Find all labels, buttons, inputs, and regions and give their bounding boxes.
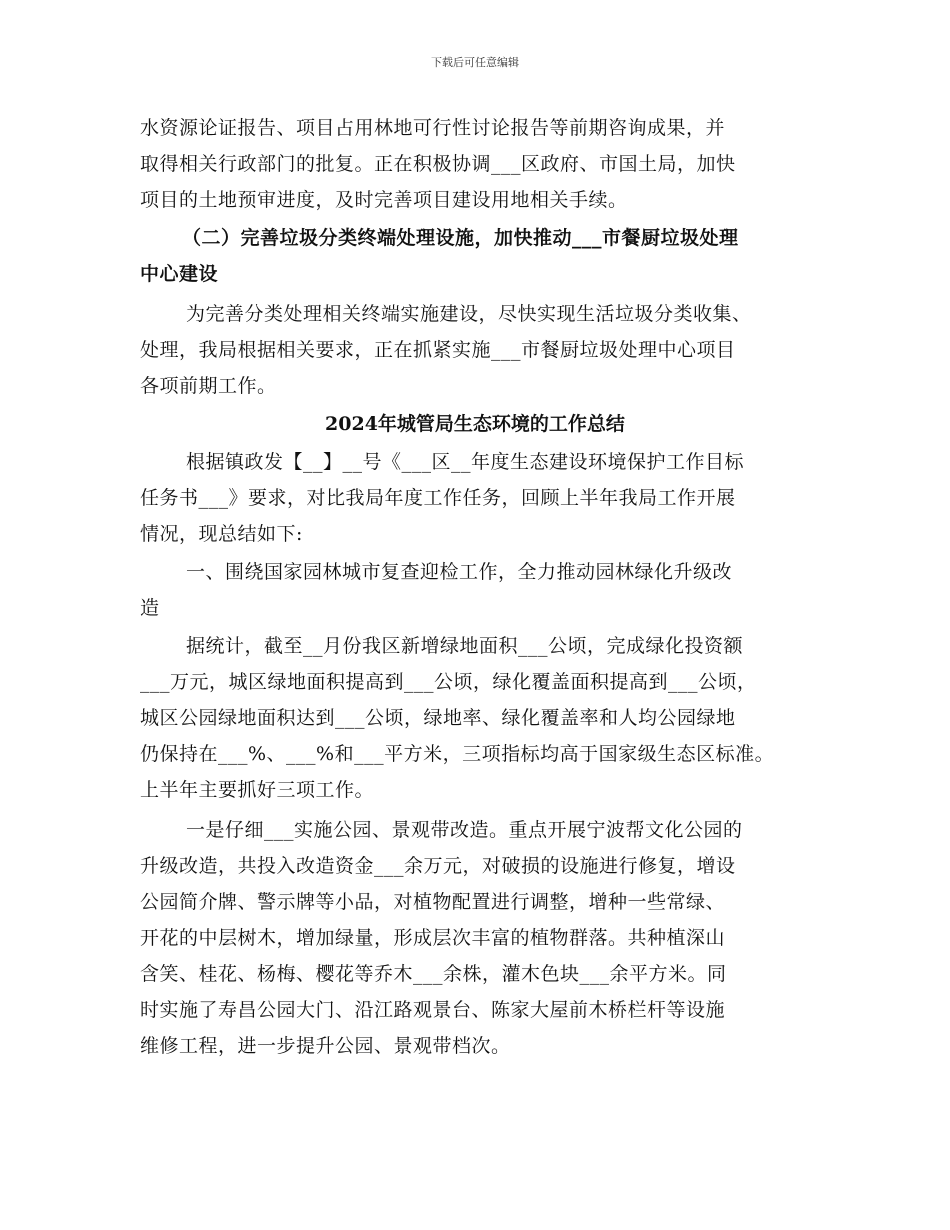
text-line: 一是仔细___实施公园、景观带改造。重点开展宁波帮文化公园的	[186, 819, 743, 841]
text-line: 处理，我局根据相关要求，正在抓紧实施___市餐厨垃圾处理中心项目	[140, 339, 736, 361]
text-line: 时实施了寿昌公园大门、沿江路观景台、陈家大屋前木桥栏杆等设施	[140, 999, 726, 1021]
text-line: 维修工程，进一步提升公园、景观带档次。	[140, 1035, 511, 1057]
text-line: 项目的土地预审进度，及时完善项目建设用地相关手续。	[140, 189, 628, 211]
text-line: 含笑、桂花、杨梅、樱花等乔木___余株，灌木色块___余平方米。同	[140, 963, 727, 985]
text-line: 仍保持在___%、___%和___平方米，三项指标均高于国家级生态区标准。	[140, 743, 775, 765]
text-line: 水资源论证报告、项目占用林地可行性讨论报告等前期咨询成果，并	[140, 117, 726, 139]
text-line: 城区公园绿地面积达到___公顷，绿地率、绿化覆盖率和人均公园绿地	[140, 707, 736, 729]
document-title: 2024年城管局生态环境的工作总结	[325, 413, 625, 435]
section-heading: 造	[140, 597, 160, 619]
text-line: 公园简介牌、警示牌等小品，对植物配置进行调整，增种一些常绿、	[140, 891, 726, 913]
text-line: 各项前期工作。	[140, 375, 277, 397]
page-header: 下载后可任意编辑	[431, 56, 519, 69]
section-heading: （二）完善垃圾分类终端处理设施，加快推动___市餐厨垃圾处理	[182, 227, 739, 249]
section-heading: 一、围绕国家园林城市复查迎检工作，全力推动园林绿化升级改	[186, 561, 733, 583]
text-line: 开花的中层树木，增加绿量，形成层次丰富的植物群落。共种植深山	[140, 927, 726, 949]
text-line: 上半年主要抓好三项工作。	[140, 779, 375, 801]
text-line: 任务书___》要求，对比我局年度工作任务，回顾上半年我局工作开展	[140, 487, 736, 509]
text-line: 根据镇政发【__】__号《___区__年度生态建设环境保护工作目标	[186, 451, 745, 473]
text-line: 取得相关行政部门的批复。正在积极协调___区政府、市国土局，加快	[140, 153, 736, 175]
text-line: 升级改造，共投入改造资金___余万元，对破损的设施进行修复，增设	[140, 855, 736, 877]
text-line: 情况，现总结如下:	[140, 523, 303, 545]
text-line: 为完善分类处理相关终端实施建设，尽快实现生活垃圾分类收集、	[186, 303, 752, 325]
text-line: ___万元，城区绿地面积提高到___公顷，绿化覆盖面积提高到___公顷，	[140, 671, 757, 693]
text-line: 据统计，截至__月份我区新增绿地面积___公顷，完成绿化投资额	[186, 635, 744, 657]
section-heading: 中心建设	[140, 263, 219, 285]
